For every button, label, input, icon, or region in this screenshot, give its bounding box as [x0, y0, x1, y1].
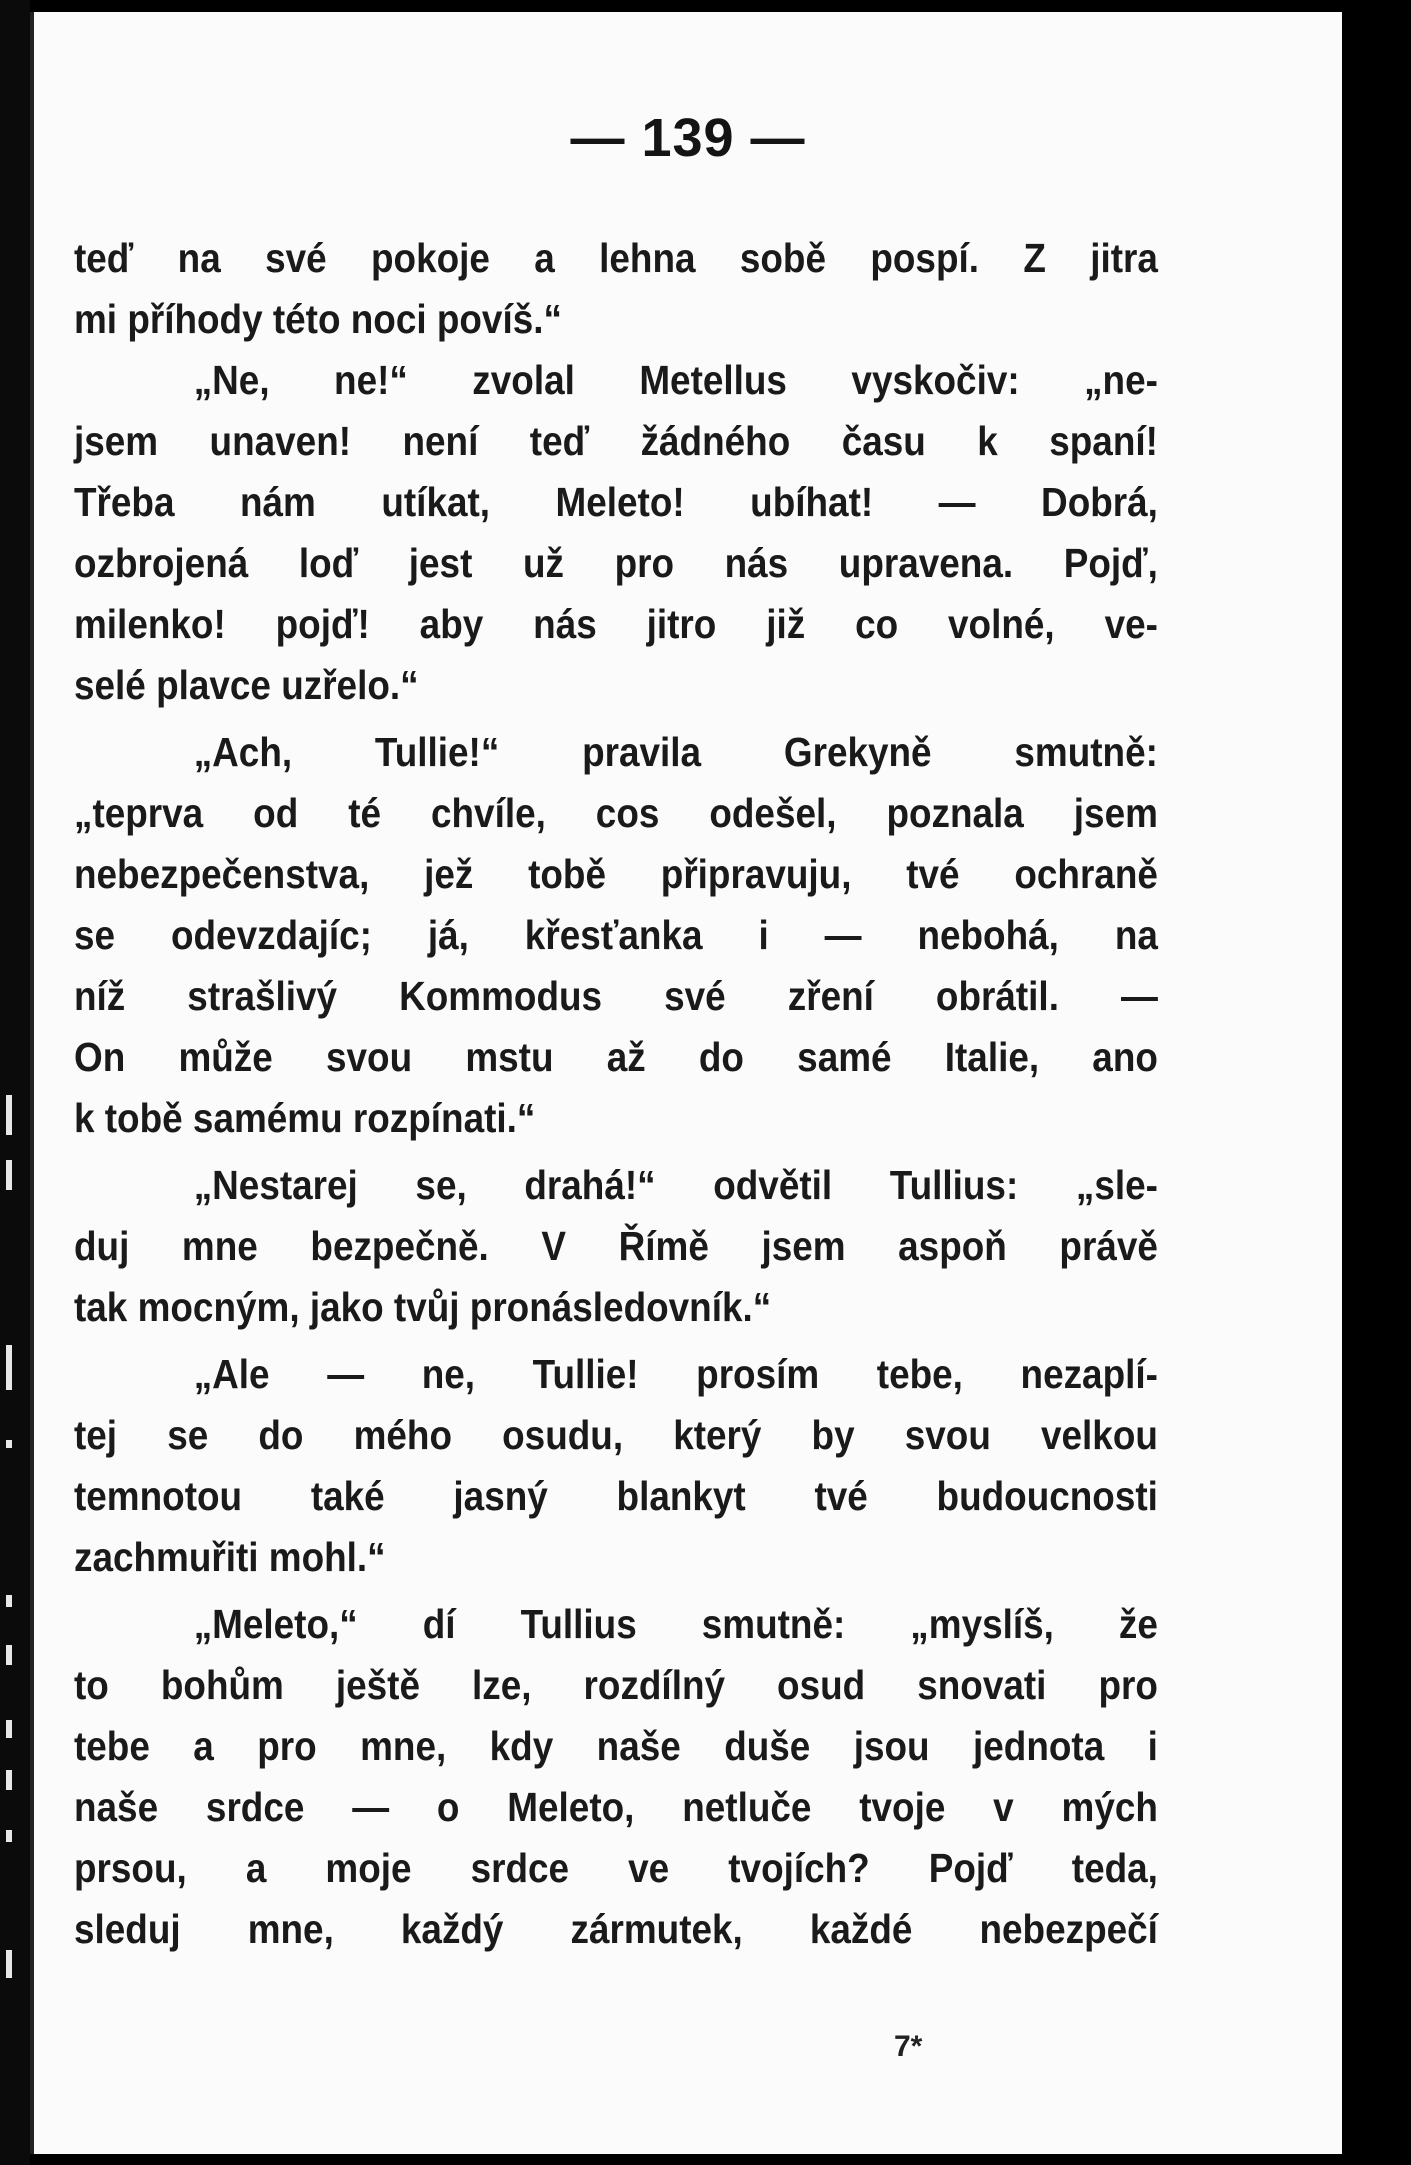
- text-line: „Meleto,“ dí Tullius smutně: „myslíš, že: [193, 1601, 1158, 1647]
- text-line: „Ale — ne, Tullie! prosím tebe, nezaplí-: [193, 1351, 1158, 1397]
- book-page: [30, 12, 1342, 2154]
- text-line: tak mocným, jako tvůj pronásledovník.“: [74, 1284, 772, 1330]
- text-line: selé plavce uzřelo.“: [74, 662, 419, 708]
- facing-page-edge: [0, 0, 30, 2165]
- text-line: sleduj mne, každý zármutek, každé nebezpečí: [74, 1906, 1158, 1952]
- text-line: „Ach, Tullie!“ pravila Grekyně smutně:: [193, 729, 1158, 775]
- text-line: tej se do mého osudu, který by svou velkou: [74, 1412, 1158, 1458]
- text-line: Třeba nám utíkat, Meleto! ubíhat! — Dobrá,: [74, 479, 1158, 525]
- text-line: duj mne bezpečně. V Římě jsem aspoň právě: [74, 1223, 1158, 1269]
- text-line: mi příhody této noci povíš.“: [74, 296, 562, 342]
- text-line: naše srdce — o Meleto, netluče tvoje v mých: [74, 1784, 1158, 1830]
- text-line: níž strašlivý Kommodus své zření obrátil. —: [74, 973, 1158, 1019]
- text-line: to bohům ještě lze, rozdílný osud snovati pro: [74, 1662, 1158, 1708]
- text-line: temnotou také jasný blankyt tvé budoucnosti: [74, 1473, 1158, 1519]
- text-line: prsou, a moje srdce ve tvojích? Pojď teda,: [74, 1845, 1158, 1891]
- signature-mark: 7*: [894, 2030, 923, 2063]
- page-number: — 139 —: [570, 108, 806, 168]
- text-line: On může svou mstu až do samé Italie, ano: [74, 1034, 1158, 1080]
- text-line: se odevzdajíc; já, křesťanka i — nebohá, na: [74, 912, 1158, 958]
- text-line: „Ne, ne!“ zvolal Metellus vyskočiv: „ne-: [193, 357, 1158, 403]
- text-line: tebe a pro mne, kdy naše duše jsou jednota i: [74, 1723, 1158, 1769]
- text-line: „Nestarej se, drahá!“ odvětil Tullius: „sle-: [193, 1162, 1158, 1208]
- text-line: teď na své pokoje a lehna sobě pospí. Z jitra: [74, 235, 1158, 281]
- text-line: „teprva od té chvíle, cos odešel, poznala jsem: [74, 790, 1158, 836]
- text-line: k tobě samému rozpínati.“: [74, 1095, 536, 1141]
- page-text: [74, 228, 1159, 1960]
- text-line: nebezpečenstva, jež tobě připravuju, tvé ochraně: [74, 851, 1158, 897]
- text-line: milenko! pojď! aby nás jitro již co volné, ve-: [74, 601, 1158, 647]
- text-line: ozbrojená loď jest už pro nás upravena. Pojď,: [74, 540, 1158, 586]
- text-line: jsem unaven! není teď žádného času k spaní!: [74, 418, 1158, 464]
- text-line: zachmuřiti mohl.“: [74, 1534, 386, 1580]
